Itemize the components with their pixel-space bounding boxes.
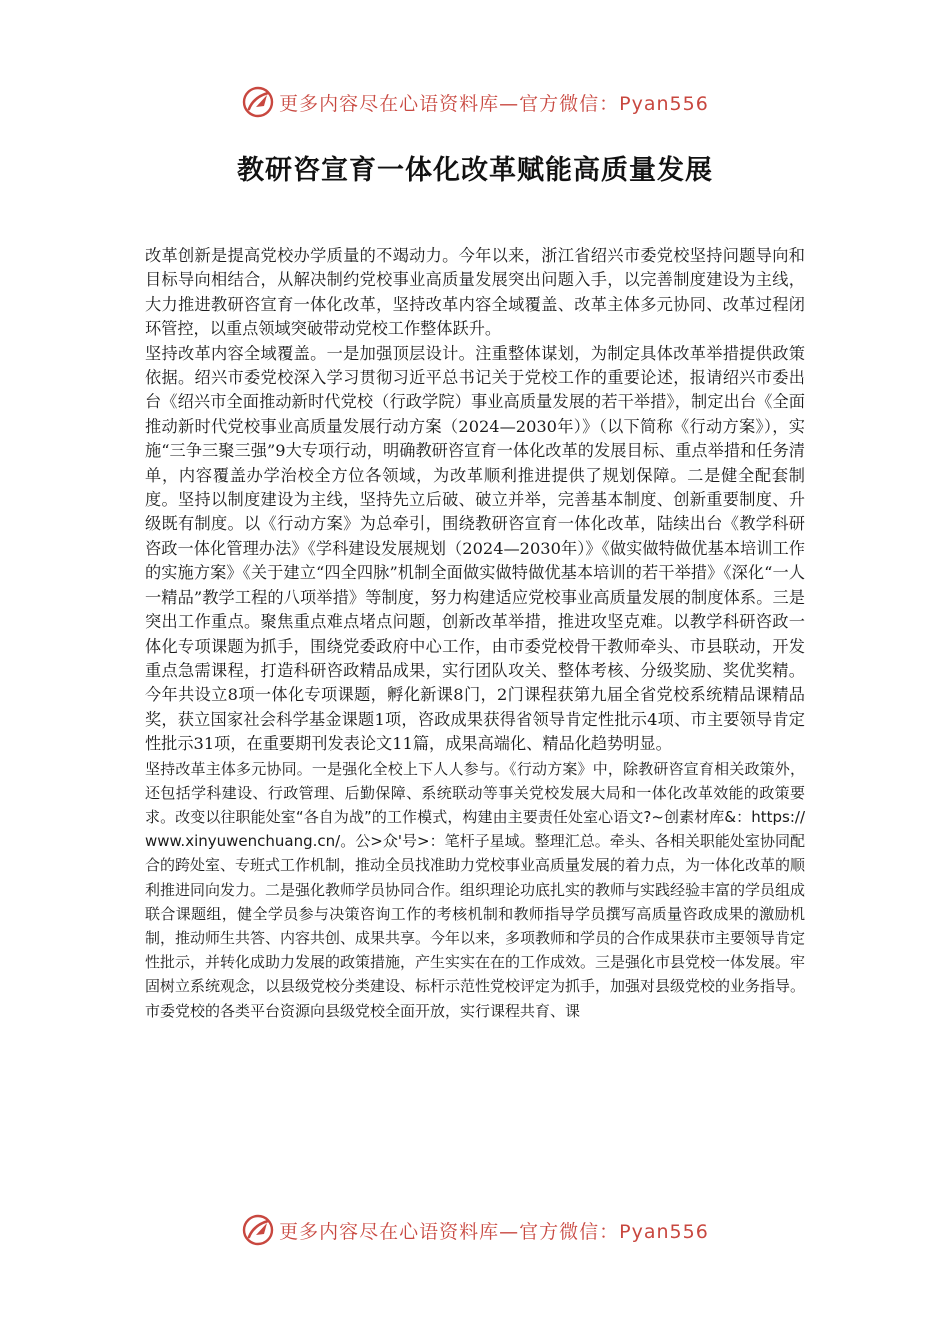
pen-swirl-logo-icon	[241, 85, 275, 119]
document-body	[145, 244, 805, 1023]
paragraph-intro: 改革创新是提高党校办学质量的不竭动力。今年以来，浙江省绍兴市委党校坚持问题导向和目标导向相结合，从解决制约党校事业高质量发展突出问题入手，以完善制度建设为主线，大力推进教研咨宣育一体化改革，坚持改革内容全域覆盖、改革主体多元协同、改革过程闭环管控，以重点领域突破带动党校工作整体跃升。	[145, 246, 805, 339]
paragraph-collaboration: 坚持改革主体多元协同。一是强化全校上下人人参与。《行动方案》中，除教研咨宣育相关政策外，还包括学科建设、行政管理、后勤保障、系统联动等事关党校发展大局和一体化改革效能的政策要求。改变以往职能处室“各自为战”的工作模式，构建由主要责任处室心语文?~创素材库&：https://www.xinyuwenchuang.cn/。公>众'号>：笔杆子星域。整理汇总。牵头、各相关职能处室协同配合的跨处室、专班式工作机制，推动全员找准助力党校事业高质量发展的着力点，为一体化改革的顺利推进同向发力。二是强化教师学员协同合作。组织理论功底扎实的教师与实践经验丰富的学员组成联合课题组，健全学员参与决策咨询工作的考核机制和教师指导学员撰写高质量咨政成果的激励机制，推动师生共答、内容共创、成果共享。今年以来，多项教师和学员的合作成果获市主要领导肯定性批示，并转化成助力发展的政策措施，产生实实在在的工作成效。三是强化市县党校一体发展。牢固树立系统观念，以县级党校分类建设、标杆示范性党校评定为抓手，加强对县级党校的业务指导。市委党校的各类平台资源向县级党校全面开放，实行课程共育、课	[145, 759, 806, 1020]
document-title: 教研咨宣育一体化改革赋能高质量发展	[237, 155, 713, 186]
pen-swirl-logo-icon	[241, 1213, 275, 1247]
watermark-banner-top	[0, 82, 950, 122]
watermark-banner-bottom	[0, 1210, 950, 1250]
watermark-text: 更多内容尽在心语资料库—官方微信：Pyan556	[279, 1220, 709, 1243]
paragraph-coverage: 坚持改革内容全域覆盖。一是加强顶层设计。注重整体谋划，为制定具体改革举措提供政策依据。绍兴市委党校深入学习贯彻习近平总书记关于党校工作的重要论述，报请绍兴市委出台《绍兴市全面推动新时代党校（行政学院）事业高质量发展的若干举措》，制定出台《全面推动新时代党校事业高质量发展行动方案（2024—2030年）》（以下简称《行动方案》），实施“三争三聚三强”9大专项行动，明确教研咨宣育一体化改革的发展目标、重点举措和任务清单，内容覆盖办学治校全方位各领域，为改革顺利推进提供了规划保障。二是健全配套制度。坚持以制度建设为主线，坚持先立后破、破立并举，完善基本制度、创新重要制度、升级既有制度。以《行动方案》为总牵引，围绕教研咨宣育一体化改革，陆续出台《教学科研咨政一体化管理办法》《学科建设发展规划（2024—2030年）》《做实做特做优基本培训工作的实施方案》《关于建立“四全四脉”机制全面做实做特做优基本培训的若干举措》《深化“一人一精品”教学工程的八项举措》等制度，努力构建适应党校事业高质量发展的制度体系。三是突出工作重点。聚焦重点难点堵点问题，创新改革举措，推进攻坚克难。以教学科研咨政一体化专项课题为抓手，围绕党委政府中心工作，由市委党校骨干教师牵头、市县联动，开发重点急需课程，打造科研咨政精品成果，实行团队攻关、整体考核、分级奖励、奖优奖精。今年共设立8项一体化专项课题，孵化新课8门，2门课程获第九届全省党校系统精品课精品奖，获立国家社会科学基金课题1项，咨政成果获得省领导肯定性批示4项、市主要领导肯定性批示31项，在重要期刊发表论文11篇，成果高端化、精品化趋势明显。	[145, 343, 805, 754]
watermark-text: 更多内容尽在心语资料库—官方微信：Pyan556	[279, 92, 709, 115]
